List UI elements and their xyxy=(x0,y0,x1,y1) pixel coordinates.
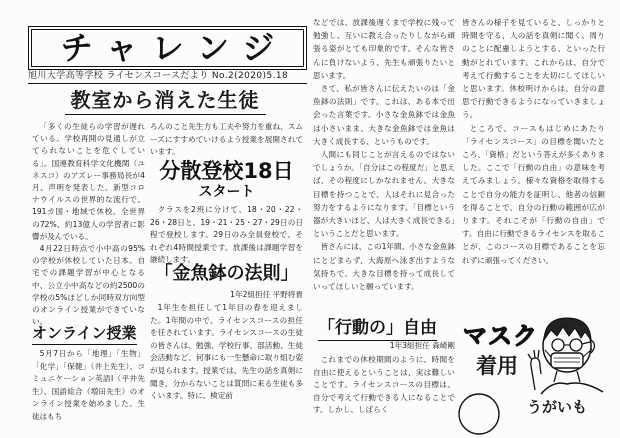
goldfish-bowl-paragraph: などでは、放課後遅くまで学校に残って勉強し、互いに教え合ったりしながら頑張る姿がとても印象的です。そんな皆さんに負けないよう、先生も頑張りたいと思います。 xyxy=(313,18,455,80)
online-class-body xyxy=(32,348,145,424)
lead-article-body xyxy=(32,121,145,328)
gargle-caption: うがいも xyxy=(527,398,588,416)
freedom-body-part1 xyxy=(313,354,455,417)
freedom-heading: 「行動の」自由 xyxy=(318,318,437,341)
lead-paragraph: 4月22日時点で小中高の95%の学校が休校していた日本。自宅での課題学習が中心となる中、公立小中高などの約2500の学校の5%ほどしか同時双方向型のオンライン授業ができていない。 xyxy=(32,244,145,327)
freedom-author: 1年3組担任 森崎剛 xyxy=(389,341,455,350)
cartoon-shoulders xyxy=(541,383,603,394)
goldfish-bowl-heading: 「金魚鉢の法則」 xyxy=(154,263,299,284)
lead-headline-wrap xyxy=(40,88,290,115)
goldfish-bowl-paragraph: 人間にも同じことが言えるのではないでしょうか。「自分はこの程度だ」と思えば、その程度にしかなれません。大きな目標を持つことで、人はそれに見合った努力をするようになります。「目標という器が大きいほど、人は大きく成長できる」ということだと思います。 xyxy=(313,150,455,239)
cartoon-raised-hand xyxy=(528,350,541,390)
online-class-heading: オンライン授業 xyxy=(32,324,137,345)
face-mask xyxy=(551,353,583,368)
freedom-heading-wrap xyxy=(318,318,455,341)
goldfish-bowl-paragraph: さて、私が皆さんに伝えたいのは「金魚鉢の法則」です。これは、ある本で出会った言葉です。小さな金魚鉢では金魚は小さいまま、大きな金魚鉢では金魚は大きく成長する、というものです。 xyxy=(313,84,455,146)
cartoon-circle xyxy=(459,394,499,434)
mask-caption: マスク xyxy=(463,322,538,350)
online-class-paragraph: 5月7日から「地理」「生物」「化学」「保健」（井上先生）、コミュニケーション英語Ⅰ（平井先生）、国語総合（増田先生）のオンライン授業を始めました。生徒はもち xyxy=(32,349,145,421)
goldfish-bowl-paragraph: 1年生を担任して1年目の春を迎えました。1年間の中で、ライセンスコースの担任を任されています。ライセンスコースの生徒の皆さんは、勉強、学校行事、部活動、生徒会活動など、何事にも一生懸命に取り組む姿が見られます。授業では、先生の話を真剣に聞き、分からないことは質問に来る生徒も多くいます。特に、検定前 xyxy=(150,303,303,401)
freedom-paragraph: ところで、コースもはじめにあたり「ライセンスコース」の目標を聞いたところ、「資格」だという答えが多くありました。ここで「行動の自由」の意味を考えてみましょう。様々な資格を取得することで自分の能力を証明し、他者の信頼を得ることで、自分の行動の範囲が広がります。それこそが「行動の自由」です。自由に行動できるライセンスを取ることが、このコースの目標であることを忘れずに頑張ってください。 xyxy=(462,123,605,265)
staggered-attendance-paragraph: クラスを2班に分けて、18・20・22・26・28日と、19・21・25・27・29日の日程で登校します。29日のみ全員登校で、それぞれ4時間授業です。放課後は課題学習を継続します。 xyxy=(150,205,303,265)
lead-headline: 教室から消えた生徒 xyxy=(65,88,266,115)
freedom-paragraph: これまでの休校期間のように、時間を自由に使えるということは、実は難しいことです。ライセンスコースの目標は、自分で考えて行動できる人になることです。しかし、しばらく xyxy=(313,355,455,415)
online-class-heading-wrap xyxy=(32,324,145,345)
freedom-body-part2 xyxy=(462,16,605,267)
online-class-continued-paragraph: ろんのこと先生方も工夫や努力を重ね、スムーズにすすめていけるよう授業を展開されています。 xyxy=(150,122,303,157)
wear-caption: 着用 xyxy=(476,354,518,378)
masthead-box xyxy=(28,26,307,70)
goldfish-bowl-author: 1年2組担任 平野将貴 xyxy=(230,290,303,299)
goldfish-bowl-body-part2 xyxy=(313,16,455,293)
lead-paragraph: 「多くの生徒らの学習が遅れている。学校再開の見通しが立てられないことを危ぐしている」。国連教育科学文化機関（ユネスコ）のアズレー事務局長が4月、声明を発表した。新型コロナウイルスの世界的な流行で、191カ国・地域で休校。全世界の72%、約13億人の学習者に影響が及んでいる。 xyxy=(32,122,145,241)
goldfish-bowl-body-part1 xyxy=(150,302,303,403)
masthead-subtitle: 旭川大学高等学校 ライセンスコースだより No.2(2020)5.18 xyxy=(28,70,307,84)
staggered-attendance-body xyxy=(150,204,303,267)
online-class-continued xyxy=(150,121,303,159)
masthead-title: チャレンジ xyxy=(60,29,289,67)
freedom-paragraph: 皆さんの様子を見ていると、しっかりと時間を守る、人の話を真剣に聞く、周りのことに配慮しようとする、といった行動がとれています。これからは、自分で考えて行動することを大切にしてほしいと思います。休校明けからは、自分の意思で行動できるようになっていきましょう。 xyxy=(462,18,605,120)
staggered-attendance-subheading: スタート xyxy=(198,184,255,200)
goldfish-bowl-paragraph: 皆さんには、この1年間、小さな金魚鉢にとどまらず、大海原へ泳ぎ出すような気持ちで、大きな目標を持って成長していってほしいと願っています。 xyxy=(313,242,455,292)
staggered-attendance-heading: 分散登校18日 xyxy=(159,159,294,183)
